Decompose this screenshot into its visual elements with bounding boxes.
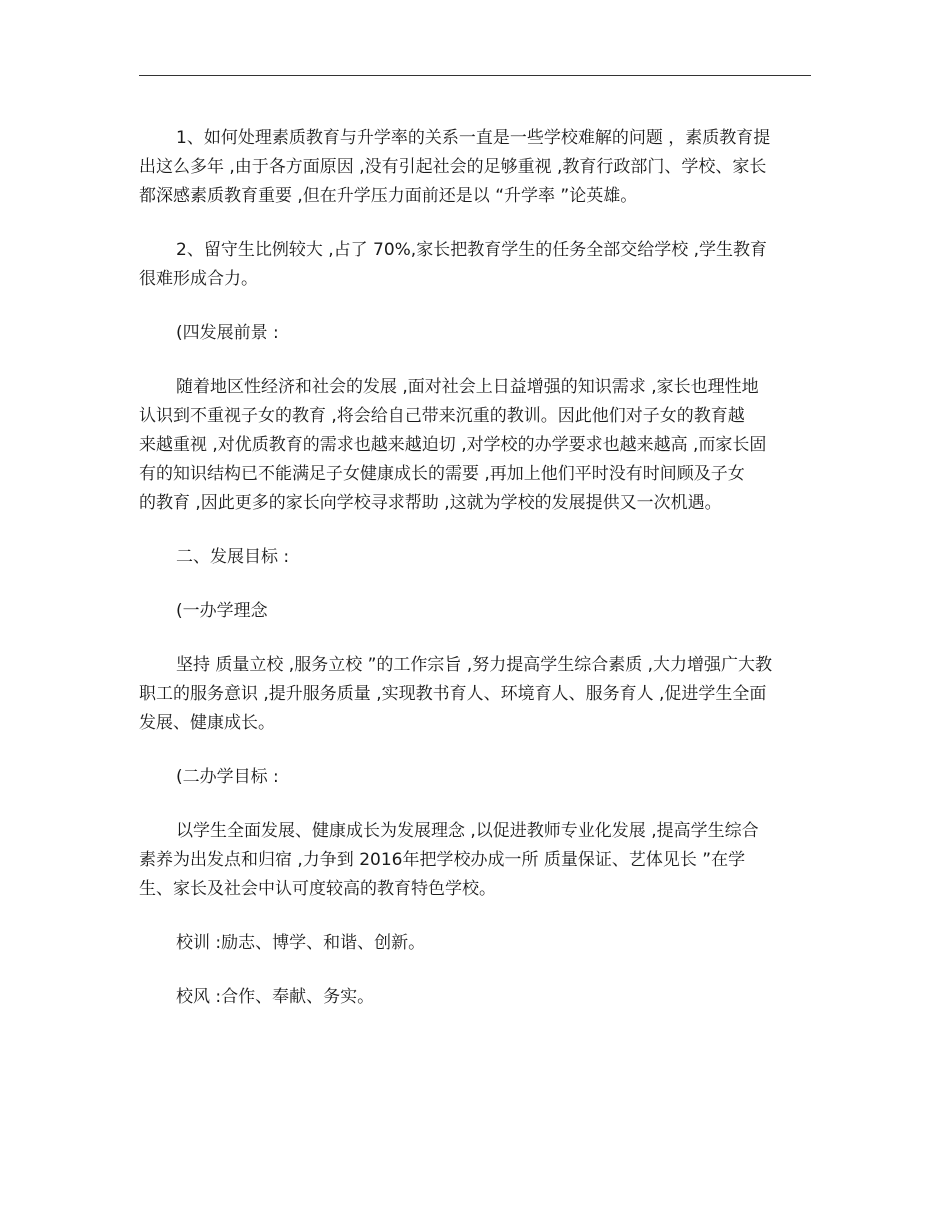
paragraph-problem-2 xyxy=(139,236,819,294)
text-line: 出这么多年 ,由于各方面原因 ,没有引起社会的足够重视 ,教育行政部门、学校、家长 xyxy=(139,157,767,177)
text-line: 素养为出发点和归宿 ,力争到 2016年把学校办成一所 质量保证、艺体见长 ”在学 xyxy=(139,850,746,870)
text-line: 校训 :励志、博学、和谐、创新。 xyxy=(176,933,426,953)
text-line: 1、如何处理素质教育与升学率的关系一直是一些学校难解的问题 ，素质教育提 xyxy=(176,128,771,148)
text-line: 有的知识结构已不能满足子女健康成长的需要 ,再加上他们平时没有时间顾及子女 xyxy=(139,464,745,484)
paragraph-prospects xyxy=(139,373,819,518)
text-line: 很难形成合力。 xyxy=(139,269,258,289)
text-line: 2、留守生比例较大 ,占了 70%,家长把教育学生的任务全部交给学校 ,学生教育 xyxy=(176,240,768,260)
subheading-objectives xyxy=(139,763,819,792)
text-line: 二、发展目标 : xyxy=(176,547,290,567)
text-line: 来越重视 ,对优质教育的需求也越来越迫切 ,对学校的办学要求也越来越高 ,而家长固 xyxy=(139,435,767,455)
header-rule xyxy=(139,75,811,76)
text-line: 发展、健康成长。 xyxy=(139,713,275,733)
text-line: 都深感素质教育重要 ,但在升学压力面前还是以 “升学率 ”论英雄。 xyxy=(139,186,638,206)
paragraph-philosophy xyxy=(139,651,819,738)
section-heading-prospects xyxy=(139,319,819,348)
text-line: 随着地区性经济和社会的发展 ,面对社会上日益增强的知识需求 ,家长也理性地 xyxy=(176,377,759,397)
document-body xyxy=(139,124,819,1037)
paragraph-problem-1 xyxy=(139,124,819,211)
text-line: 坚持 质量立校 ,服务立校 ”的工作宗旨 ,努力提高学生综合素质 ,大力增强广大教 xyxy=(176,655,773,675)
text-line: 以学生全面发展、健康成长为发展理念 ,以促进教师专业化发展 ,提高学生综合 xyxy=(176,821,759,841)
section-heading-goals xyxy=(139,543,819,572)
school-ethos xyxy=(139,983,819,1012)
text-line: 的教育 ,因此更多的家长向学校寻求帮助 ,这就为学校的发展提供又一次机遇。 xyxy=(139,493,722,513)
text-line: (一办学理念 xyxy=(176,601,268,621)
text-line: 生、家长及社会中认可度较高的教育特色学校。 xyxy=(139,879,496,899)
text-line: 校风 :合作、奉献、务实。 xyxy=(176,987,375,1007)
text-line: 职工的服务意识 ,提升服务质量 ,实现教书育人、环境育人、服务育人 ,促进学生全面 xyxy=(139,684,767,704)
text-line: (二办学目标 : xyxy=(176,767,279,787)
school-motto xyxy=(139,929,819,958)
subheading-philosophy xyxy=(139,597,819,626)
text-line: 认识到不重视子女的教育 ,将会给自己带来沉重的教训。因此他们对子女的教育越 xyxy=(139,406,745,426)
paragraph-objectives xyxy=(139,817,819,904)
text-line: (四发展前景 : xyxy=(176,323,279,343)
